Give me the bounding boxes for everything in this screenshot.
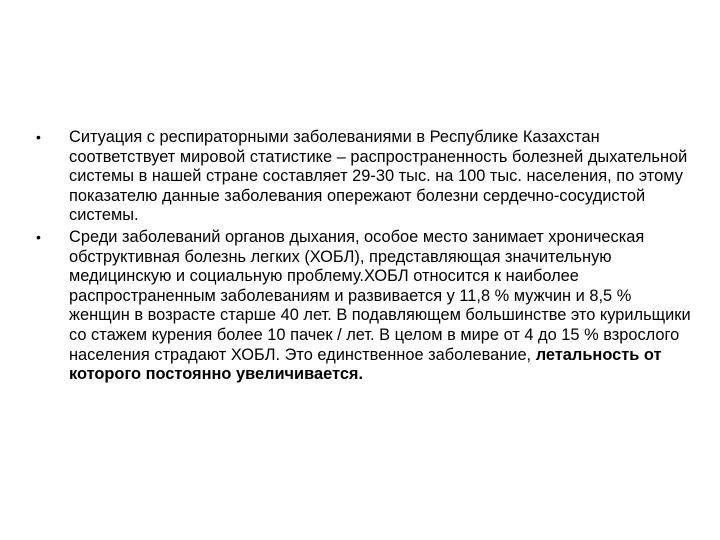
bullet-icon: • [36,129,41,145]
bullet-item-1 [36,128,696,226]
slide-content [36,128,696,387]
bullet-icon: • [36,228,41,245]
bullet-item-2 [36,228,696,385]
bullet-text-2: Среди заболеваний органов дыхания, особое место занимает хроническая обструктивная болезнь легких (ХОБЛ), представляющая значительную медицинскую и социальную проблему.ХОБЛ относится к наиболее распространенным заболеваниям и развивается у 11,8 % мужчин и 8,5 % женщин в возрасте старше 40 лет. В подавляющем большинстве это курильщики со стажем курения более 10 пачек / лет. В целом в мире от 4 до 15 % взрослого населения страдают ХОБЛ. Это единственное заболевание, [69,227,691,364]
bullet-text-1: Ситуация с респираторными заболеваниями в Республике Казахстан соответствует мировой статистике – распространенность болезней дыхательной системы в нашей стране составляет 29-30 тыс. на 100 тыс. населения, по этому показателю данные заболевания опережают болезни сердечно-сосудистой системы. [69,128,688,225]
bullet-text-2-bold: летальность от которого постоянно увеличивается. [69,345,662,384]
